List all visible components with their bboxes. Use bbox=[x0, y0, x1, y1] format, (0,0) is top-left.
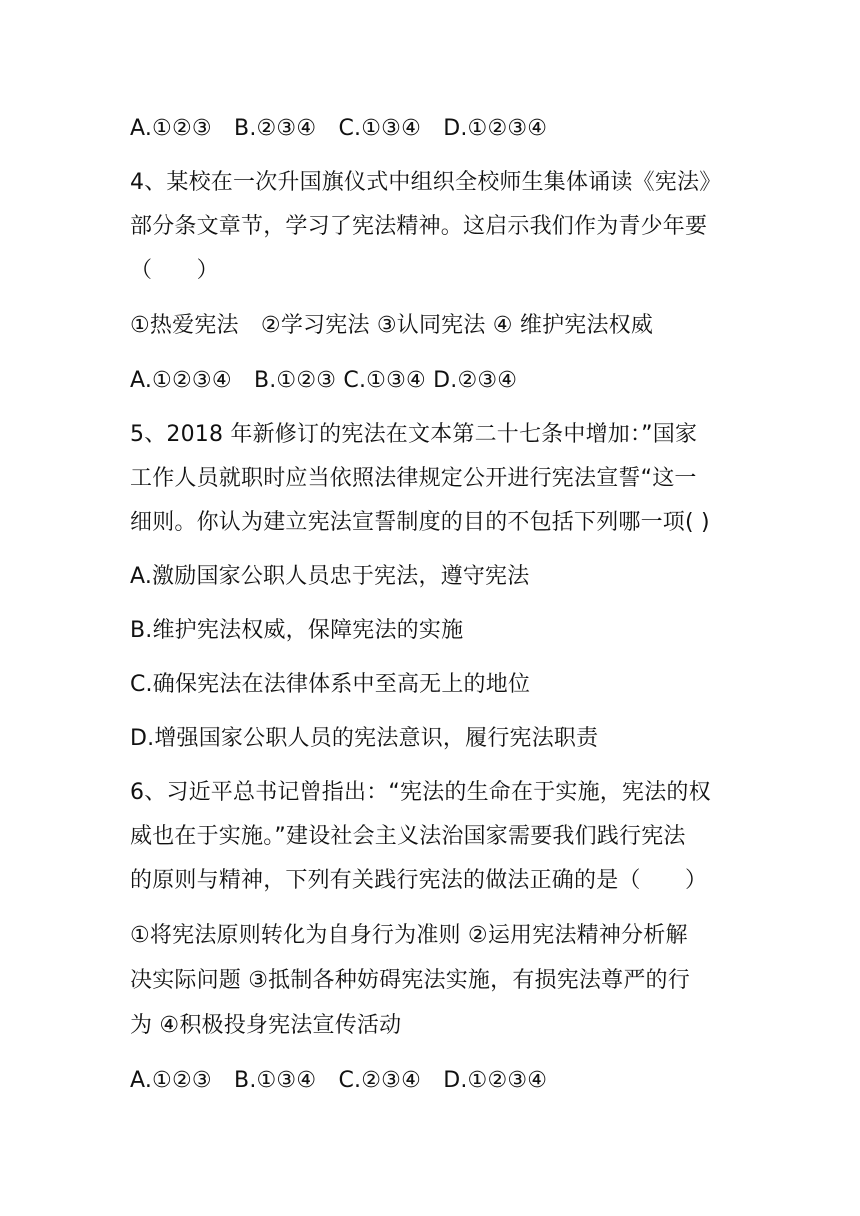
q4-stem-line-3: （ ） bbox=[130, 258, 219, 283]
q6-stem-line-1: 6、习近平总书记曾指出：“宪法的生命在于实施，宪法的权 bbox=[130, 780, 711, 805]
q6-options: A.①②③ B.①③④ C.②③④ D.①②③④ bbox=[130, 1068, 548, 1093]
q5-stem-line-3: 细则。你认为建立宪法宣誓制度的目的不包括下列哪一项( ) bbox=[130, 510, 710, 535]
q5-option-b: B.维护宪法权威，保障宪法的实施 bbox=[130, 618, 464, 643]
q4-options: A.①②③④ B.①②③ C.①③④ D.②③④ bbox=[130, 368, 518, 393]
q5-option-a: A.激励国家公职人员忠于宪法，遵守宪法 bbox=[130, 564, 530, 589]
q6-items-line-1: ①将宪法原则转化为自身行为准则 ②运用宪法精神分析解 bbox=[130, 923, 688, 948]
q6-items-line-2: 决实际问题 ③抵制各种妨碍宪法实施，有损宪法尊严的行 bbox=[130, 968, 690, 993]
q3-options: A.①②③ B.②③④ C.①③④ D.①②③④ bbox=[130, 116, 548, 141]
q6-stem-line-3: 的原则与精神，下列有关践行宪法的做法正确的是（ ） bbox=[130, 868, 708, 893]
q5-option-c: C.确保宪法在法律体系中至高无上的地位 bbox=[130, 672, 531, 697]
q5-stem-line-1: 5、2018 年新修订的宪法在文本第二十七条中增加：”国家 bbox=[130, 422, 698, 447]
q4-items: ①热爱宪法 ②学习宪法 ③认同宪法 ④ 维护宪法权威 bbox=[130, 313, 654, 338]
q4-stem-line-2: 部分条文章节，学习了宪法精神。这启示我们作为青少年要 bbox=[130, 214, 708, 239]
q6-items-line-3: 为 ④积极投身宪法宣传活动 bbox=[130, 1013, 402, 1038]
q5-option-d: D.增强国家公职人员的宪法意识，履行宪法职责 bbox=[130, 726, 599, 751]
q6-stem-line-2: 威也在于实施。”建设社会主义法治国家需要我们践行宪法 bbox=[130, 824, 686, 849]
q5-stem-line-2: 工作人员就职时应当依照法律规定公开进行宪法宣誓“这一 bbox=[130, 466, 697, 491]
q4-stem-line-1: 4、某校在一次升国旗仪式中组织全校师生集体诵读《宪法》 bbox=[130, 170, 722, 195]
